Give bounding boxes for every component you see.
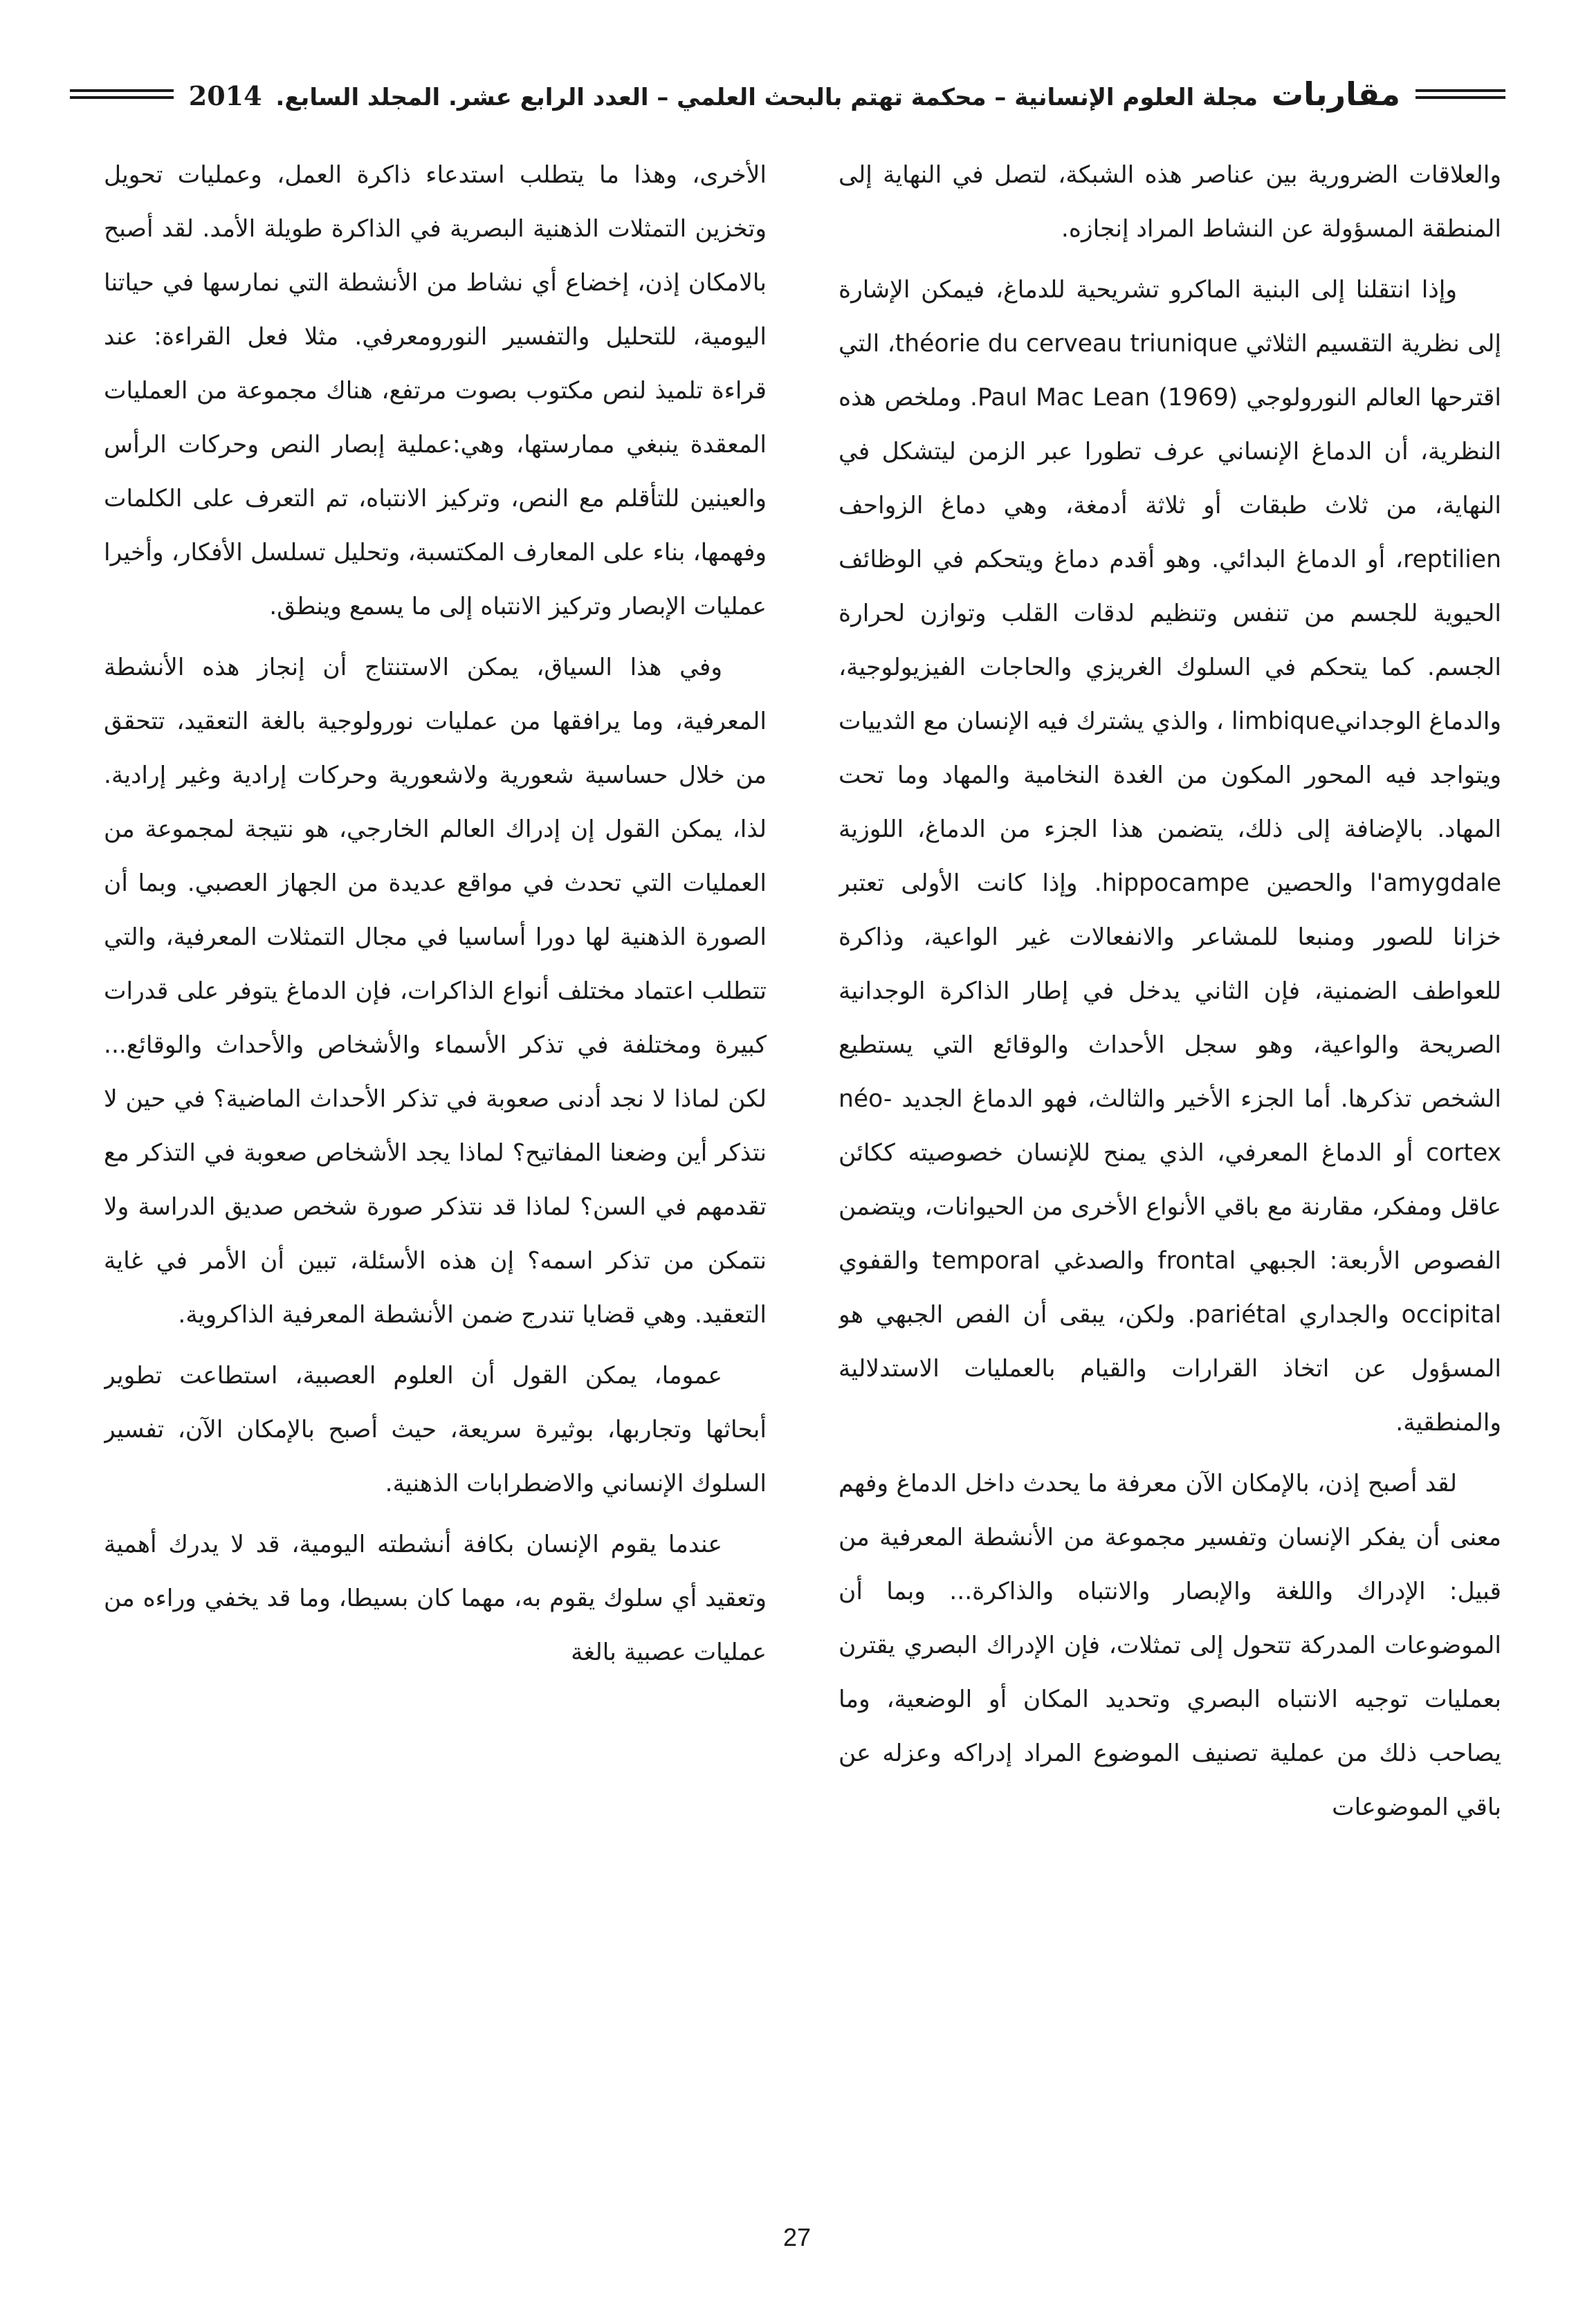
paragraph: وإذا انتقلنا إلى البنية الماكرو تشريحية للدماغ، فيمكن الإشارة إلى نظرية التقسيم الثلاثي théorie du cerveau triunique، التي اقترحها العالم النورولوجي Paul Mac Lean (1969). وملخص هذه النظرية، أن الدماغ الإنساني عرف تطورا عبر الزمن ليتشكل في النهاية، من ثلاث طبقات أو ثلاثة أدمغة، وهي دماغ الزواحف reptilien، أو الدماغ البدائي. وهو أقدم دماغ ويتحكم في الوظائف الحيوية للجسم من تنفس وتنظيم لدقات القلب وتوازن لحرارة الجسم. كما يتحكم في السلوك الغريزي والحاجات الفيزيولوجية، والدماغ الوجدانيlimbique ، والذي يشترك فيه الإنسان مع الثدييات ويتواجد فيه المحور المكون من الغدة النخامية والمهاد وما تحت المهاد. بالإضافة إلى ذلك، يتضمن هذا الجزء من الدماغ، اللوزية l'amygdale والحصين hippocampe. وإذا كانت الأولى تعتبر خزانا للصور ومنبعا للمشاعر والانفعالات غير الواعية، وذاكرة للعواطف الضمنية، فإن الثاني يدخل في إطار الذاكرة الوجدانية الصريحة والواعية، وهو سجل الأحداث والوقائع التي يستطيع الشخص تذكرها. أما الجزء الأخير والثالث، فهو الدماغ الجديد néo-cortex أو الدماغ المعرفي، الذي يمنح للإنسان خصوصيته ككائن عاقل ومفكر، مقارنة مع باقي الأنواع الأخرى من الحيوانات، ويتضمن الفصوص الأربعة: الجبهي frontal والصدغي temporal والقفوي occipital والجداري pariétal. ولكن، يبقى أن الفص الجبهي هو المسؤول عن اتخاذ القرارات والقيام بالعمليات الاستدلالية والمنطقية. bbox=[839, 276, 1501, 1437]
paragraph: لقد أصبح إذن، بالإمكان الآن معرفة ما يحدث داخل الدماغ وفهم معنى أن يفكر الإنسان وتفسير مجموعة من الأنشطة المعرفية من قبيل: الإدراك واللغة والإبصار والانتباه والذاكرة... وبما أن الموضوعات المدركة تتحول إلى تمثلات، فإن الإدراك البصري يقترن بعمليات توجيه الانتباه البصري وتحديد المكان أو الوضعية، وما يصاحب ذلك من عملية تصنيف الموضوع المراد إدراكه وعزله عن باقي الموضوعات bbox=[839, 1470, 1501, 1821]
paragraph: والعلاقات الضرورية بين عناصر هذه الشبكة، لتصل في النهاية إلى المنطقة المسؤولة عن النشاط المراد إنجازه. bbox=[839, 161, 1501, 243]
running-header bbox=[89, 66, 1505, 122]
paragraph: وفي هذا السياق، يمكن الاستنتاج أن إنجاز هذه الأنشطة المعرفية، وما يرافقها من عمليات نورولوجية بالغة التعقيد، تتحقق من خلال حساسية شعورية ولاشعورية وحركات إرادية وغير إرادية. لذا، يمكن القول إن إدراك العالم الخارجي، هو نتيجة لمجموعة من العمليات التي تحدث في مواقع عديدة من الجهاز العصبي. وبما أن الصورة الذهنية لها دورا أساسيا في مجال التمثلات المعرفية، والتي تتطلب اعتماد مختلف أنواع الذاكرات، فإن الدماغ يتوفر على قدرات كبيرة ومختلفة في تذكر الأسماء والأشخاص والأحداث والوقائع... لكن لماذا لا نجد أدنى صعوبة في تذكر الأحداث الماضية؟ في حين لا نتذكر أين وضعنا المفاتيح؟ لماذا يجد الأشخاص صعوبة في التذكر مع تقدمهم في السن؟ لماذا قد نتذكر صورة شخص صديق الدراسة ولا نتمكن من تذكر اسمه؟ إن هذه الأسئلة، تبين أن الأمر في غاية التعقيد. وهي قضايا تندرج ضمن الأنشطة المعرفية الذاكروية. bbox=[104, 654, 767, 1329]
journal-year: 2014 bbox=[188, 80, 262, 111]
header-double-rule-left bbox=[70, 89, 174, 99]
header-double-rule-right bbox=[1416, 89, 1505, 99]
journal-brand: مقاربات bbox=[1271, 75, 1400, 113]
page-number: 27 bbox=[782, 2223, 812, 2251]
left-column bbox=[104, 148, 767, 2182]
paragraph: الأخرى، وهذا ما يتطلب استدعاء ذاكرة العمل، وعمليات تحويل وتخزين التمثلات الذهنية البصرية في الذاكرة طويلة الأمد. لقد أصبح بالامكان إذن، إخضاع أي نشاط من الأنشطة التي نمارسها في حياتنا اليومية، للتحليل والتفسير النورومعرفي. مثلا فعل القراءة: عند قراءة تلميذ لنص مكتوب بصوت مرتفع، هناك مجموعة من العمليات المعقدة ينبغي ممارستها، وهي:عملية إبصار النص وحركات الرأس والعينين للتأقلم مع النص، وتركيز الانتباه، تم التعرف على الكلمات وفهمها، بناء على المعارف المكتسبة، وتحليل تسلسل الأفكار، وأخيرا عمليات الإبصار وتركيز الانتباه إلى ما يسمع وينطق. bbox=[104, 161, 767, 620]
body-columns bbox=[104, 148, 1501, 2182]
right-column bbox=[839, 148, 1501, 2182]
header-text bbox=[189, 75, 1400, 113]
paragraph: عموما، يمكن القول أن العلوم العصبية، استطاعت تطوير أبحاثها وتجاربها، بوثيرة سريعة، حيث أصبح بالإمكان الآن، تفسير السلوك الإنساني والاضطرابات الذهنية. bbox=[104, 1362, 767, 1497]
paragraph: عندما يقوم الإنسان بكافة أنشطته اليومية، قد لا يدرك أهمية وتعقيد أي سلوك يقوم به، مهما كان بسيطا، وما قد يخفي وراءه من عمليات عصبية بالغة bbox=[104, 1531, 767, 1666]
journal-title: مجلة العلوم الإنسانية – محكمة تهتم بالبحث العلمي – العدد الرابع عشر. المجلد السابع. bbox=[275, 84, 1258, 111]
